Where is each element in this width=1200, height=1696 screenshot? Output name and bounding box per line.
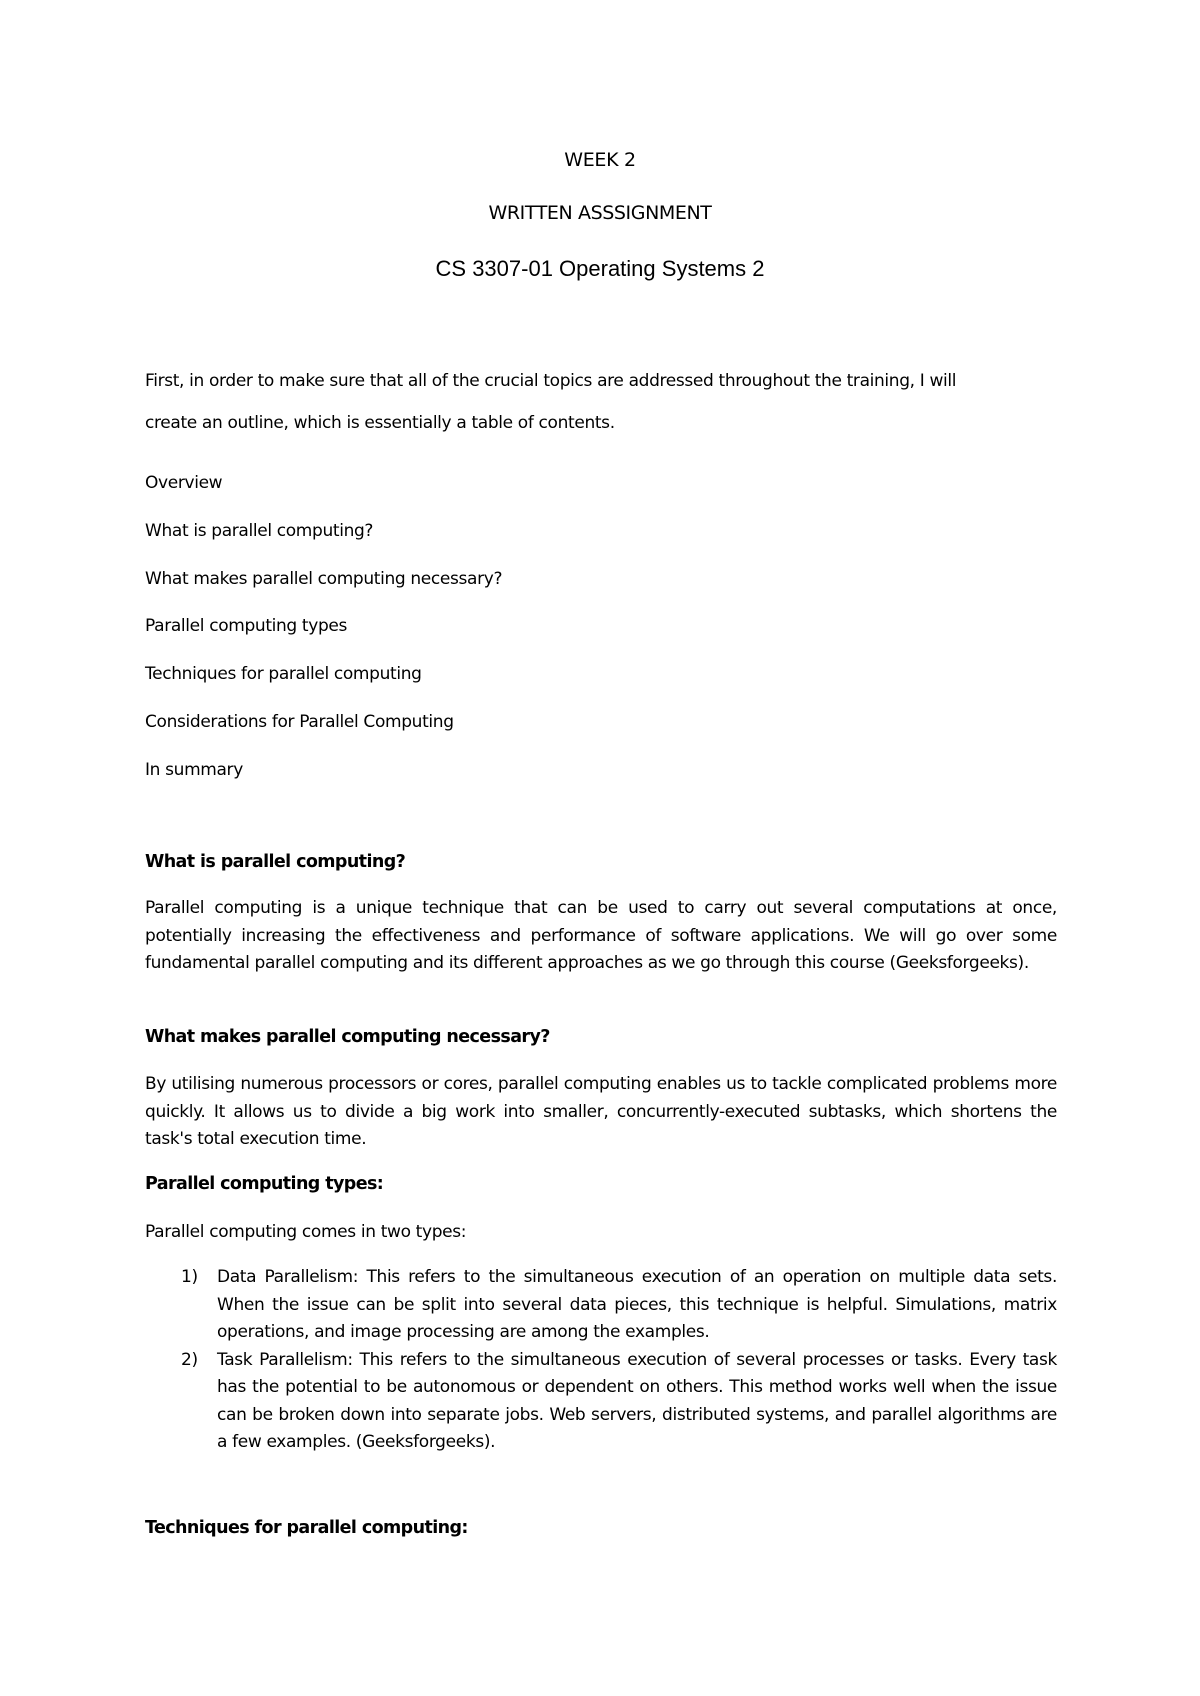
- heading-what-is: What is parallel computing?: [145, 852, 406, 872]
- list-marker: 1): [181, 1267, 198, 1287]
- outline-item-necessary: What makes parallel computing necessary?: [145, 569, 503, 589]
- list-item: [145, 1347, 1057, 1457]
- intro-line-1: First, in order to make sure that all of the crucial topics are addressed throughout the training, I will: [145, 371, 957, 391]
- types-intro: Parallel computing comes in two types:: [145, 1222, 467, 1242]
- heading-techniques: Techniques for parallel computing:: [145, 1518, 468, 1538]
- outline-item-types: Parallel computing types: [145, 616, 348, 636]
- outline-item-what-is: What is parallel computing?: [145, 521, 374, 541]
- assignment-title: WRITTEN ASSSIGNMENT: [488, 202, 712, 224]
- list-item-text: Task Parallelism: This refers to the simultaneous execution of several processes or tasks. Every task has the potential to be autonomous or dependent on others. This method works well when the issue can be broken down into separate jobs. Web servers, distributed systems, and parallel algorithms are a few examples. (Geeksforgeeks).: [217, 1349, 1057, 1452]
- week-title: WEEK 2: [564, 149, 636, 171]
- intro-line-2: create an outline, which is essentially a table of contents.: [145, 413, 615, 433]
- course-title: CS 3307-01 Operating Systems 2: [435, 256, 765, 281]
- list-item: [145, 1264, 1057, 1347]
- outline-item-techniques: Techniques for parallel computing: [145, 664, 422, 684]
- paragraph-necessary: By utilising numerous processors or cores, parallel computing enables us to tackle complicated problems more quickly. It allows us to divide a big work into smaller, concurrently-executed subtasks, which shortens the task's total execution time.: [145, 1074, 1057, 1149]
- list-item-text: Data Parallelism: This refers to the simultaneous execution of an operation on multiple data sets. When the issue can be split into several data pieces, this technique is helpful. Simulations, matrix operations, and image processing are among the examples.: [217, 1267, 1057, 1342]
- heading-types: Parallel computing types:: [145, 1174, 384, 1194]
- heading-necessary: What makes parallel computing necessary?: [145, 1027, 550, 1047]
- outline-item-summary: In summary: [145, 760, 243, 780]
- outline-item-overview: Overview: [145, 473, 223, 493]
- paragraph-what-is: Parallel computing is a unique technique that can be used to carry out several computations at once, potentially increasing the effectiveness and performance of software applications. We will go over some fundamental parallel computing and its different approaches as we go through this course (Geeksforgeeks).: [145, 898, 1057, 973]
- list-marker: 2): [181, 1349, 198, 1370]
- types-list: [145, 1264, 1057, 1457]
- outline-item-considerations: Considerations for Parallel Computing: [145, 712, 454, 732]
